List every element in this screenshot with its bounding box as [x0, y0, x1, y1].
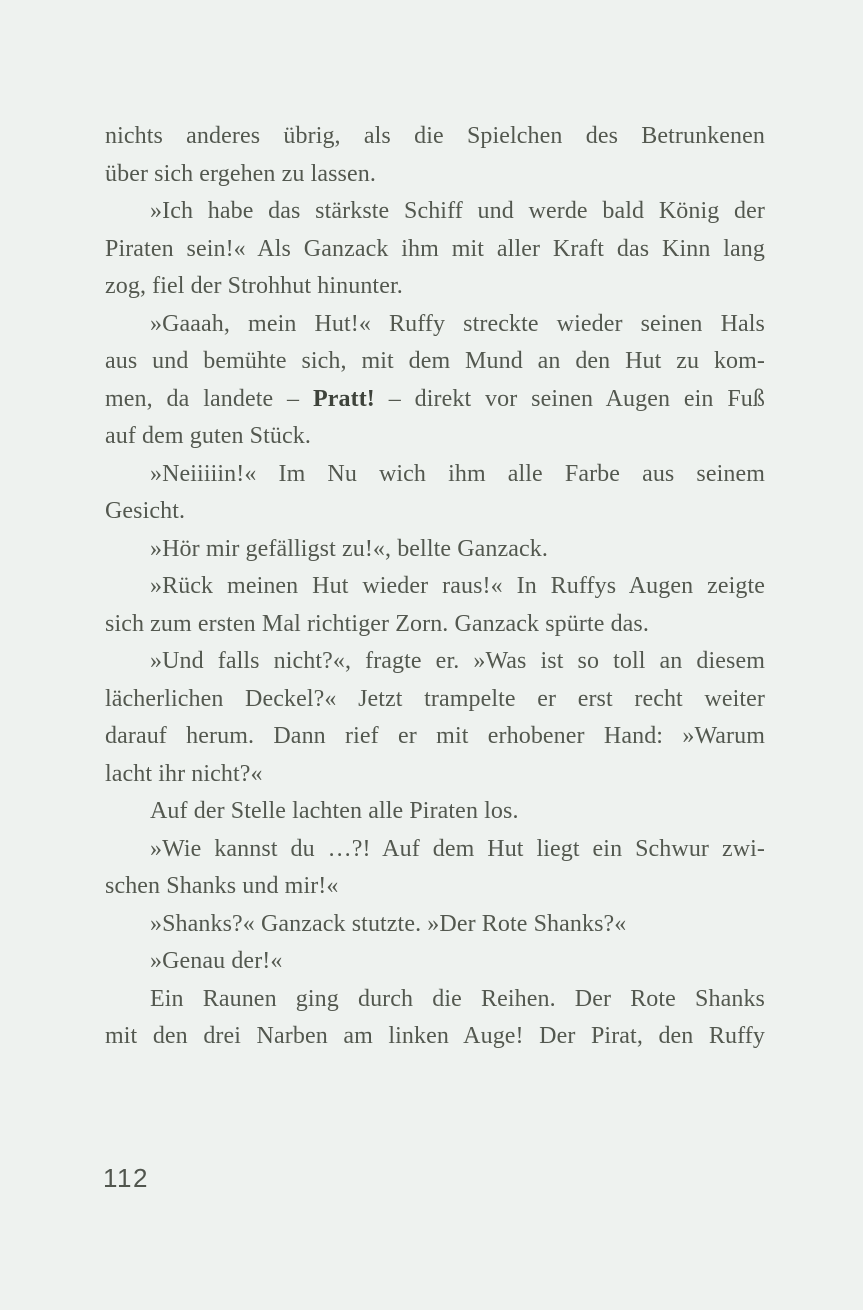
text-line	[105, 306, 765, 344]
text-line	[105, 831, 765, 869]
text-segment: lacht ihr nicht?«	[105, 760, 263, 787]
text-line	[105, 156, 765, 194]
text-segment: »Hör mir gefälligst zu!«, bellte Ganzack.	[150, 535, 548, 562]
text-segment: über sich ergehen zu lassen.	[105, 160, 376, 187]
text-line	[105, 268, 765, 306]
text-block	[105, 118, 765, 1056]
text-line	[105, 456, 765, 494]
text-line	[105, 718, 765, 756]
paragraph	[105, 456, 765, 531]
text-segment: »Genau der!«	[150, 948, 283, 974]
text-line	[105, 793, 765, 831]
text-segment: – direkt vor seinen Augen ein Fuß	[374, 385, 765, 412]
text-line	[105, 906, 765, 944]
paragraph	[105, 193, 765, 306]
bold-text: Pratt!	[312, 385, 375, 412]
text-segment: Auf der Stelle lachten alle Piraten los.	[150, 798, 519, 824]
text-segment: Piraten sein!« Als Ganzack ihm mit aller Kraft das Kinn lang	[105, 235, 765, 262]
text-segment: sich zum ersten Mal richtiger Zorn. Ganzack spürte das.	[105, 610, 649, 637]
text-segment: »Rück meinen Hut wieder raus!« In Ruffys Augen zeigte	[150, 573, 765, 599]
paragraph	[105, 568, 765, 643]
paragraph	[105, 906, 765, 944]
paragraph	[105, 531, 765, 569]
text-segment: »Und falls nicht?«, fragte er. »Was ist so toll an diesem	[150, 648, 765, 674]
text-line	[105, 118, 765, 156]
text-segment: darauf herum. Dann rief er mit erhobener Hand: »Warum	[105, 723, 765, 749]
paragraph	[105, 118, 765, 193]
text-segment: schen Shanks und mir!«	[105, 873, 339, 899]
text-segment: zog, fiel der Strohhut hinunter.	[105, 273, 403, 299]
paragraph	[105, 831, 765, 906]
text-line	[105, 231, 765, 269]
text-line	[105, 568, 765, 606]
text-segment: »Shanks?« Ganzack stutzte. »Der Rote Shanks?«	[150, 910, 627, 937]
text-segment: »Neiiiiin!« Im Nu wich ihm alle Farbe aus seinem	[150, 460, 765, 487]
page-number: 112	[103, 1163, 149, 1193]
text-line	[105, 981, 765, 1019]
text-line	[105, 193, 765, 231]
text-line	[105, 943, 765, 981]
text-segment: »Wie kannst du …?! Auf dem Hut liegt ein Schwur zwi-	[150, 835, 765, 862]
paragraph	[105, 943, 765, 981]
text-line	[105, 1018, 765, 1056]
paragraph	[105, 981, 765, 1056]
text-segment: »Ich habe das stärkste Schiff und werde bald König der	[150, 198, 765, 224]
text-segment: Gesicht.	[105, 498, 186, 524]
paragraph	[105, 306, 765, 456]
text-line	[105, 643, 765, 681]
text-segment: men, da landete –	[105, 385, 313, 412]
text-line	[105, 493, 765, 531]
text-line	[105, 681, 765, 719]
paragraph	[105, 643, 765, 793]
text-segment: mit den drei Narben am linken Auge! Der Pirat, den Ruffy	[105, 1023, 765, 1049]
text-line	[105, 418, 765, 456]
text-line	[105, 756, 765, 794]
text-segment: lächerlichen Deckel?« Jetzt trampelte er erst recht weiter	[105, 685, 765, 712]
text-line	[105, 606, 765, 644]
text-segment: auf dem guten Stück.	[105, 423, 311, 449]
text-segment: nichts anderes übrig, als die Spielchen des Betrunkenen	[105, 123, 765, 149]
text-segment: »Gaaah, mein Hut!« Ruffy streckte wieder seinen Hals	[150, 310, 765, 337]
paragraph	[105, 793, 765, 831]
text-line	[105, 343, 765, 381]
text-line	[105, 531, 765, 569]
text-line	[105, 868, 765, 906]
text-segment: aus und bemühte sich, mit dem Mund an den Hut zu kom-	[105, 348, 765, 374]
text-segment: Ein Raunen ging durch die Reihen. Der Rote Shanks	[150, 985, 765, 1012]
text-line	[105, 381, 765, 419]
